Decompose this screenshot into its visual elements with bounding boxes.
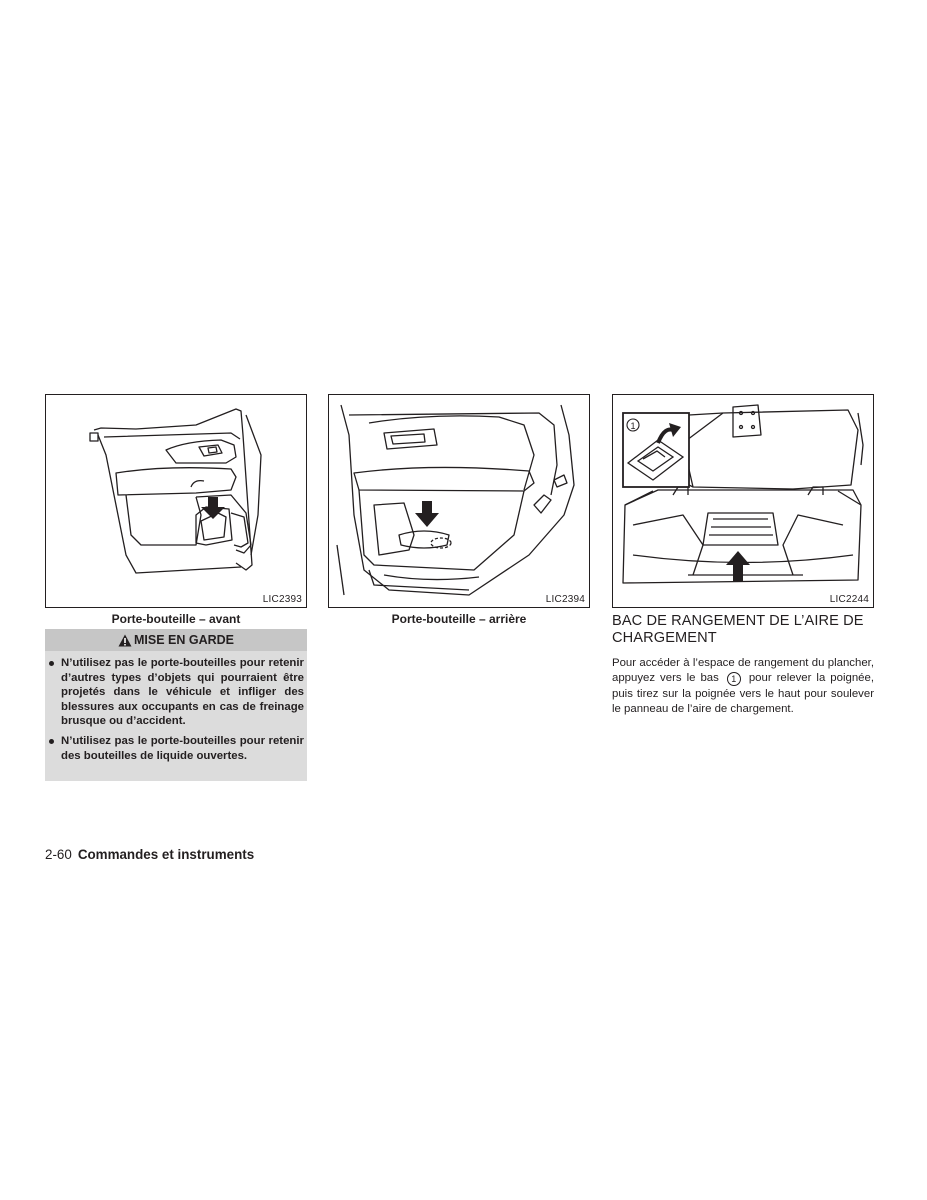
warning-item: N’utilisez pas le porte-bouteilles pour retenir d’autres types d’objets qui pourraient être projetés dans le véhicule et infliger des blessures aux occupants en cas de freinage brusque ou d’accident. <box>48 656 304 729</box>
figure-cargo-storage <box>612 394 874 608</box>
figure-rear-door <box>328 394 590 608</box>
bullet-icon <box>49 661 54 666</box>
warning-triangle-icon <box>118 634 132 647</box>
chapter-title: Commandes et instruments <box>77 847 255 862</box>
page-number: 2-60 <box>45 847 72 862</box>
bullet-icon <box>49 739 54 744</box>
figure-code: LIC2394 <box>545 594 585 605</box>
figure-front-door <box>45 394 307 608</box>
rear-door-illustration <box>329 395 589 607</box>
figure-caption-front: Porte-bouteille – avant <box>111 612 241 626</box>
callout-1-figure: 1 <box>630 421 636 431</box>
figure-code: LIC2393 <box>262 594 302 605</box>
figure-code: LIC2244 <box>829 594 869 605</box>
warning-title: MISE EN GARDE <box>133 633 234 647</box>
warning-item: N’utilisez pas le porte-bouteilles pour retenir des bouteilles de liquide ouvertes. <box>48 734 304 763</box>
page-footer <box>45 847 254 862</box>
callout-1-icon: 1 <box>727 672 741 686</box>
front-door-illustration <box>46 395 306 607</box>
cargo-storage-illustration <box>613 395 873 607</box>
section-title: BAC DE RANGEMENT DE L’AIRE DE CHARGEMENT <box>612 613 864 646</box>
warning-list <box>48 656 304 768</box>
warning-header <box>45 629 307 651</box>
section-body: Pour accéder à l’espace de rangement du plancher, appuyez vers le bas 1 pour relever la poignée, puis tirez sur la poignée vers le haut pour soulever le panneau de l’aire de chargement. <box>612 657 874 716</box>
figure-caption-rear: Porte-bouteille – arrière <box>391 612 527 626</box>
